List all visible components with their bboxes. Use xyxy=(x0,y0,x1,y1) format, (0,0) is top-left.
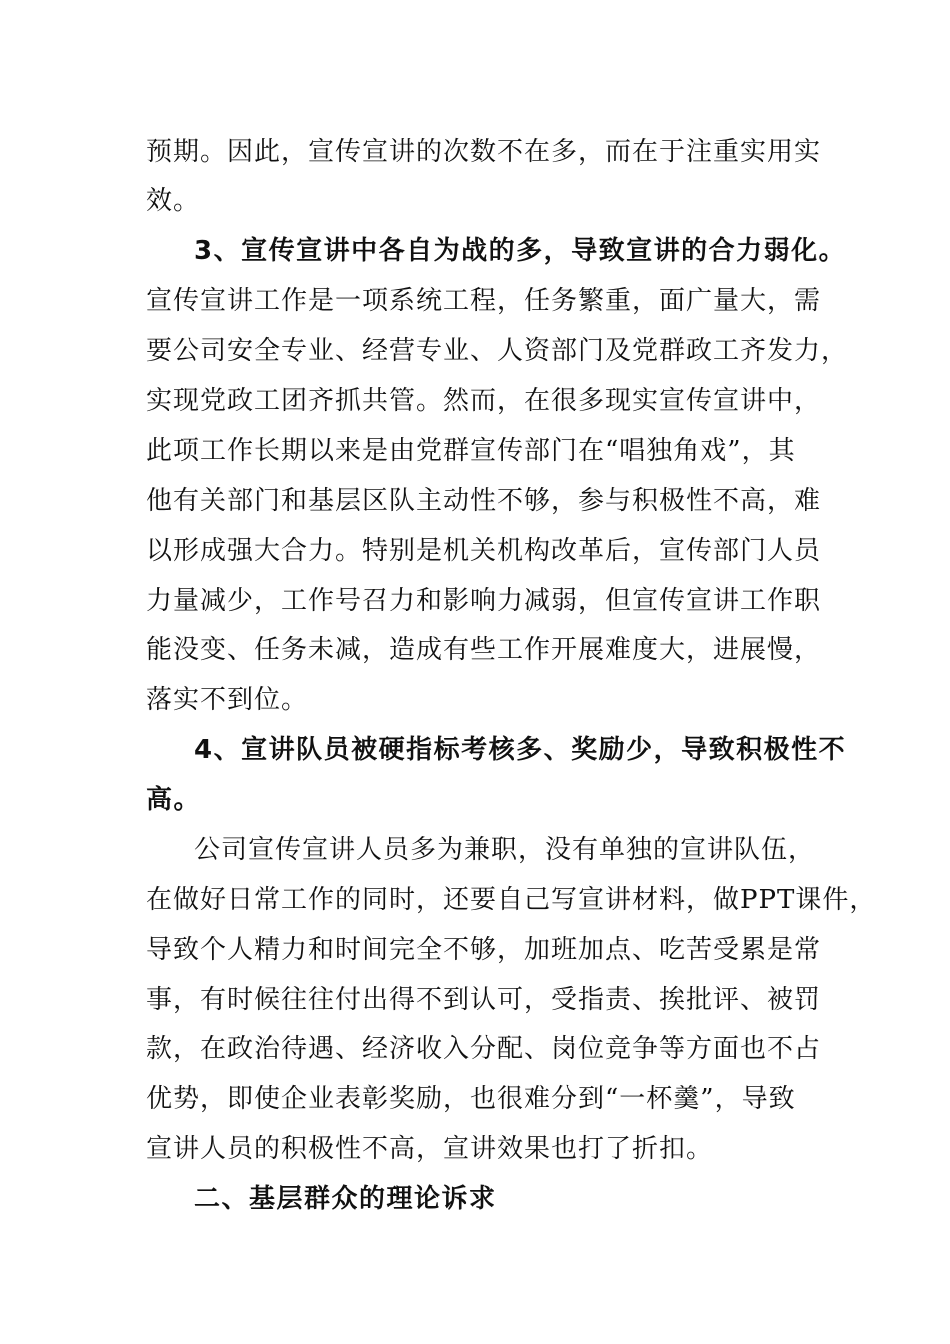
paragraph-line: 要公司安全专业、经营专业、人资部门及党群政工齐发力， xyxy=(146,336,849,366)
section-heading-4: 4、宣讲队员被硬指标考核多、奖励少，导致积极性不 xyxy=(194,735,847,765)
paragraph-line: 以形成强大合力。特别是机关机构改革后，宣传部门人员 xyxy=(146,536,822,566)
paragraph-line: 能没变、任务未减，造成有些工作开展难度大，进展慢， xyxy=(146,635,822,665)
paragraph-line: 导致个人精力和时间完全不够，加班加点、吃苦受累是常 xyxy=(146,935,822,965)
paragraph-line: 他有关部门和基层区队主动性不够，参与积极性不高，难 xyxy=(146,486,822,516)
paragraph-line: 落实不到位。 xyxy=(146,685,309,715)
paragraph-line: 效。 xyxy=(146,186,201,216)
paragraph-line: 实现党政工团齐抓共管。然而，在很多现实宣传宣讲中， xyxy=(146,386,822,416)
paragraph-line: 款，在政治待遇、经济收入分配、岗位竞争等方面也不占 xyxy=(146,1034,822,1064)
paragraph-line: 预期。因此，宣传宣讲的次数不在多，而在于注重实用实 xyxy=(146,137,822,167)
chapter-heading: 二、基层群众的理论诉求 xyxy=(194,1184,497,1214)
paragraph-line: 优势，即使企业表彰奖励，也很难分到“一杯羹”，导致 xyxy=(146,1084,796,1114)
paragraph-line: 此项工作长期以来是由党群宣传部门在“唱独角戏”，其 xyxy=(146,436,796,466)
section-heading-4-continued: 高。 xyxy=(146,785,202,815)
paragraph-line: 事，有时候往往付出得不到认可，受指责、挨批评、被罚 xyxy=(146,985,822,1015)
paragraph-line: 力量减少，工作号召力和影响力减弱，但宣传宣讲工作职 xyxy=(146,586,822,616)
section-heading-3: 3、宣传宣讲中各自为战的多，导致宣讲的合力弱化。 xyxy=(194,236,847,266)
paragraph-line: 在做好日常工作的同时，还要自己写宣讲材料，做PPT课件， xyxy=(146,885,877,915)
paragraph-line: 宣传宣讲工作是一项系统工程，任务繁重，面广量大，需 xyxy=(146,286,822,316)
paragraph-line: 公司宣传宣讲人员多为兼职，没有单独的宣讲队伍， xyxy=(194,835,816,865)
paragraph-line: 宣讲人员的积极性不高，宣讲效果也打了折扣。 xyxy=(146,1134,714,1164)
